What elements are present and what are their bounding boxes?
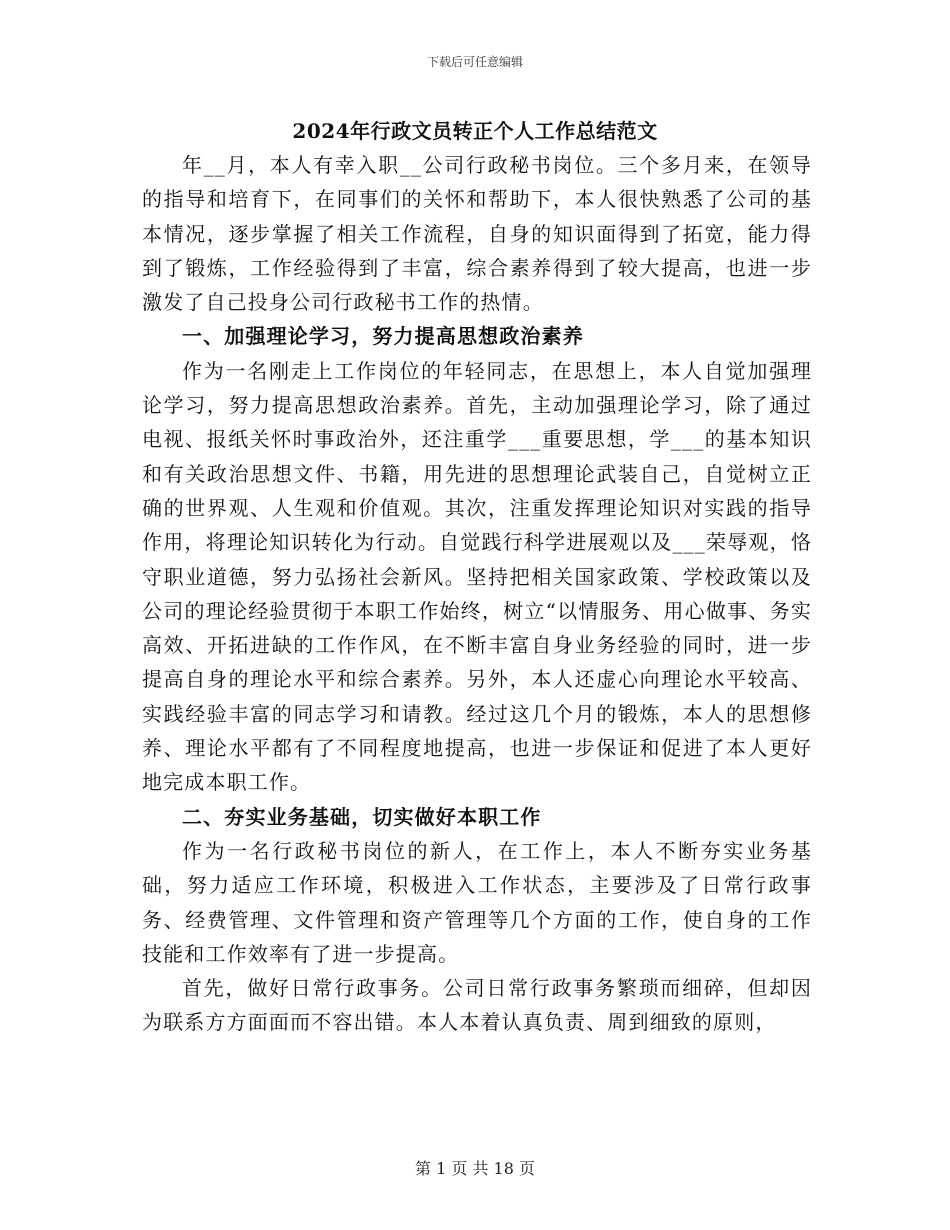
section-heading-1: 一、加强理论学习，努力提高思想政治素养 xyxy=(182,324,584,349)
document-title: 2024年行政文员转正个人工作总结范文 xyxy=(292,119,658,143)
intro-paragraph: 年__月，本人有幸入职__公司行政秘书岗位。三个多月来，在领导的指导和培育下，在同事们的关怀和帮助下，本人很快熟悉了公司的基本情况，逐步掌握了相关工作流程，自身的知识面得到了拓宽，能力得到了锻炼，工作经验得到了丰富，综合素养得到了较大提高，也进一步激发了自己投身公司行政秘书工作的热情。 xyxy=(142,153,812,315)
section-1-paragraph: 作为一名刚走上工作岗位的年轻同志，在思想上，本人自觉加强理论学习，努力提高思想政治素养。首先，主动加强理论学习，除了通过电视、报纸关怀时事政治外，还注重学___重要思想，学___的基本知识和有关政治思想文件、书籍，用先进的思想理论武装自己，自觉树立正确的世界观、人生观和价值观。其次，注重发挥理论知识对实践的指导作用，将理论知识转化为行动。自觉践行科学进展观以及___荣辱观，恪守职业道德，努力弘扬社会新风。坚持把相关国家政策、学校政策以及公司的理论经验贯彻于本职工作始终，树立“以情服务、用心做事、务实高效、开拓进缺的工作作风，在不断丰富自身业务经验的同时，进一步提高自身的理论水平和综合素养。另外，本人还虚心向理论水平较高、实践经验丰富的同志学习和请教。经过这几个月的锻炼，本人的思想修养、理论水平都有了不同程度地提高，也进一步保证和促进了本人更好地完成本职工作。 xyxy=(142,358,812,795)
section-2-paragraph-1: 作为一名行政秘书岗位的新人，在工作上，本人不断夯实业务基础，努力适应工作环境，积极进入工作状态，主要涉及了日常行政事务、经费管理、文件管理和资产管理等几个方面的工作，使自身的工作技能和工作效率有了进一步提高。 xyxy=(142,838,812,966)
section-2-paragraph-2: 首先，做好日常行政事务。公司日常行政事务繁琐而细碎，但却因为联系方方面面而不容出错。本人本着认真负责、周到细致的原则， xyxy=(142,976,812,1035)
page-header-note: 下载后可任意编辑 xyxy=(426,55,523,69)
page-number: 第 1 页 共 18 页 xyxy=(415,1159,535,1178)
document-body xyxy=(142,148,812,1040)
section-heading-2: 二、夯实业务基础，切实做好本职工作 xyxy=(182,804,542,829)
